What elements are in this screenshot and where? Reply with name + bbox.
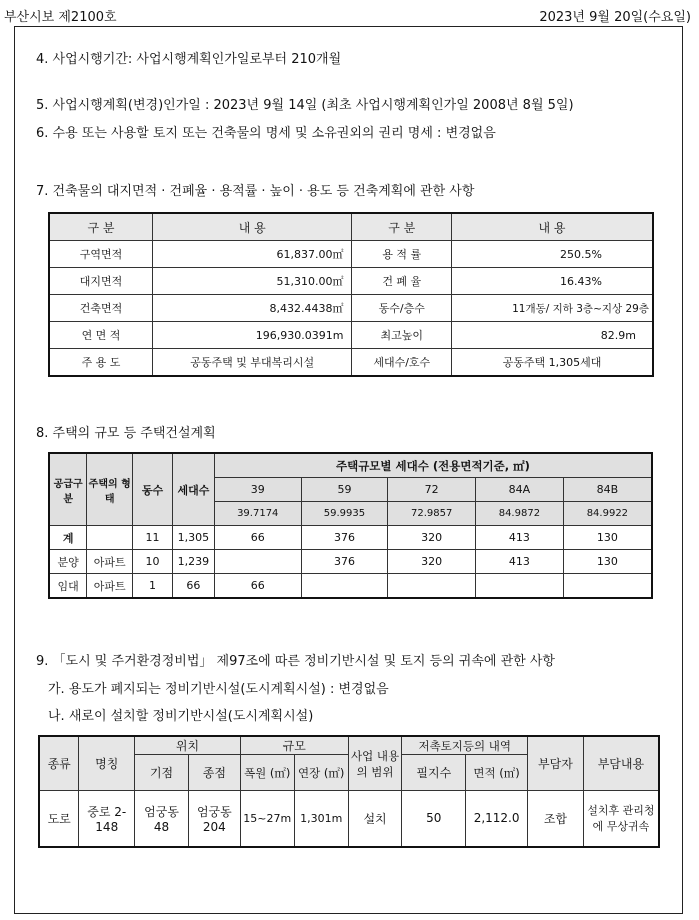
size-header: 72	[388, 478, 476, 502]
cell: 61,837.00㎡	[153, 241, 352, 268]
cell: 세대수/호수	[352, 349, 452, 377]
cell	[214, 550, 301, 574]
table-row	[49, 349, 653, 377]
cell: 엄궁동 48	[135, 791, 189, 847]
size-header: 84B	[563, 478, 652, 502]
item-7: 7. 건축물의 대지면적 · 건폐율 · 용적률 · 높이 · 용도 등 건축계획에 관한 사항	[36, 184, 475, 199]
col-header: 위치	[135, 736, 241, 755]
table-row	[39, 791, 659, 847]
cell: 도로	[39, 791, 79, 847]
item-4: 4. 사업시행기간: 사업시행계획인가일로부터 210개월	[36, 52, 342, 67]
area-header: 39.7174	[214, 502, 301, 526]
cell: 8,432.4438㎡	[153, 295, 352, 322]
cell: 130	[563, 550, 652, 574]
col-header: 세대수	[172, 453, 214, 526]
cell: 아파트	[87, 550, 133, 574]
cell: 250.5%	[452, 241, 653, 268]
table-row	[49, 268, 653, 295]
cell: 구역면적	[49, 241, 153, 268]
cell: 설치후 관리청에 무상귀속	[583, 791, 659, 847]
cell: 130	[563, 526, 652, 550]
col-header: 동수	[133, 453, 173, 526]
cell: 11	[133, 526, 173, 550]
cell: 공동주택 및 부대복리시설	[153, 349, 352, 377]
cell: 조합	[528, 791, 584, 847]
cell: 용 적 률	[352, 241, 452, 268]
cell: 아파트	[87, 574, 133, 599]
cell: 연 면 적	[49, 322, 153, 349]
cell: 임대	[49, 574, 87, 599]
cell: 엄궁동 204	[188, 791, 240, 847]
col-header: 공급구분	[49, 453, 87, 526]
size-header: 84A	[476, 478, 564, 502]
cell: 최고높이	[352, 322, 452, 349]
cell	[87, 526, 133, 550]
item-5: 5. 사업시행계획(변경)인가일 : 2023년 9월 14일 (최초 사업시행계획인가일 2008년 8월 5일)	[36, 98, 574, 113]
col-header: 주택의 형태	[87, 453, 133, 526]
cell: 66	[214, 526, 301, 550]
building-plan-table	[48, 212, 654, 377]
cell: 16.43%	[452, 268, 653, 295]
item-9: 9. 「도시 및 주거환경정비법」 제97조에 따른 정비기반시설 및 토지 등의 귀속에 관한 사항	[36, 654, 555, 669]
table-row	[49, 295, 653, 322]
cell: 1,305	[172, 526, 214, 550]
cell: 320	[388, 526, 476, 550]
cell: 413	[476, 550, 564, 574]
item-9b: 나. 새로이 설치할 정비기반시설(도시계획시설)	[48, 709, 314, 724]
cell: 66	[214, 574, 301, 599]
infrastructure-table	[38, 735, 660, 848]
col-header: 기점	[135, 755, 189, 791]
cell: 건 폐 율	[352, 268, 452, 295]
cell	[301, 574, 388, 599]
area-header: 72.9857	[388, 502, 476, 526]
col-header: 구 분	[49, 213, 153, 241]
cell: 중로 2-148	[79, 791, 135, 847]
housing-plan-table	[48, 452, 653, 599]
col-header: 사업 내용의 범위	[348, 736, 402, 791]
cell: 376	[301, 526, 388, 550]
cell: 66	[172, 574, 214, 599]
table-row	[49, 526, 652, 550]
col-header: 부담자	[528, 736, 584, 791]
cell: 196,930.0391m	[153, 322, 352, 349]
col-header: 면적 (㎡)	[466, 755, 528, 791]
col-header: 내 용	[153, 213, 352, 241]
cell: 320	[388, 550, 476, 574]
col-header: 규모	[240, 736, 348, 755]
size-header: 39	[214, 478, 301, 502]
col-header: 종점	[188, 755, 240, 791]
cell: 1,239	[172, 550, 214, 574]
area-header: 84.9922	[563, 502, 652, 526]
table-row	[49, 550, 652, 574]
col-header: 명칭	[79, 736, 135, 791]
cell: 10	[133, 550, 173, 574]
table-row	[49, 322, 653, 349]
gazette-issue: 부산시보 제2100호	[4, 10, 117, 25]
cell: 413	[476, 526, 564, 550]
cell: 2,112.0	[466, 791, 528, 847]
col-header: 폭원 (㎡)	[240, 755, 294, 791]
cell	[563, 574, 652, 599]
item-8: 8. 주택의 규모 등 주택건설계획	[36, 426, 216, 441]
col-header: 종류	[39, 736, 79, 791]
col-header: 주택규모별 세대수 (전용면적기준, ㎡)	[214, 453, 652, 478]
cell: 분양	[49, 550, 87, 574]
cell: 15~27m	[240, 791, 294, 847]
col-header: 필지수	[402, 755, 466, 791]
cell: 376	[301, 550, 388, 574]
cell: 51,310.00㎡	[153, 268, 352, 295]
cell	[388, 574, 476, 599]
cell: 50	[402, 791, 466, 847]
col-header: 내 용	[452, 213, 653, 241]
cell: 1	[133, 574, 173, 599]
item-6: 6. 수용 또는 사용할 토지 또는 건축물의 명세 및 소유권외의 권리 명세 : 변경없음	[36, 126, 496, 141]
cell: 동수/층수	[352, 295, 452, 322]
cell: 건축면적	[49, 295, 153, 322]
cell	[476, 574, 564, 599]
cell: 1,301m	[294, 791, 348, 847]
cell: 계	[49, 526, 87, 550]
cell: 설치	[348, 791, 402, 847]
col-header: 부담내용	[583, 736, 659, 791]
size-header: 59	[301, 478, 388, 502]
col-header: 구 분	[352, 213, 452, 241]
cell: 주 용 도	[49, 349, 153, 377]
cell: 11개동/ 지하 3층~지상 29층	[452, 295, 653, 322]
item-9a: 가. 용도가 폐지되는 정비기반시설(도시계획시설) : 변경없음	[48, 682, 389, 697]
cell: 82.9m	[452, 322, 653, 349]
area-header: 84.9872	[476, 502, 564, 526]
cell: 공동주택 1,305세대	[452, 349, 653, 377]
area-header: 59.9935	[301, 502, 388, 526]
gazette-date: 2023년 9월 20일(수요일)	[539, 10, 691, 25]
col-header: 연장 (㎡)	[294, 755, 348, 791]
cell: 대지면적	[49, 268, 153, 295]
table-row	[49, 241, 653, 268]
table-row	[49, 574, 652, 599]
col-header: 저촉토지등의 내역	[402, 736, 528, 755]
